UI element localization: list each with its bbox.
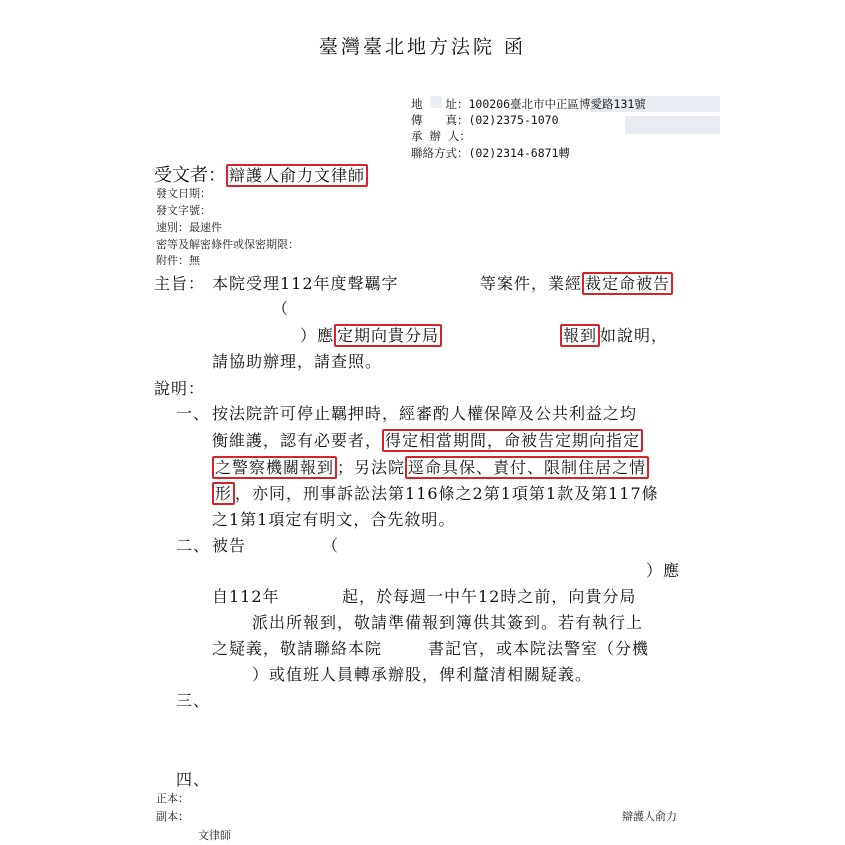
item-two-line3a: 自112年 xyxy=(212,587,280,606)
recipient-line xyxy=(154,161,368,187)
subject-line3: 請協助辦理，請查照。 xyxy=(212,352,383,371)
subject-part1: 本院受理112年度聲羈字 xyxy=(212,274,399,293)
subject-text: ）應 xyxy=(300,326,335,345)
issue-number: 發文字號： xyxy=(156,204,211,217)
subject-text: 如說明， xyxy=(600,326,669,345)
explain-label: 說明： xyxy=(154,379,206,398)
copy-recipient: 辯護人俞力 xyxy=(622,810,677,823)
item-two-line2: ）應 xyxy=(646,561,681,580)
issue-date: 發文日期： xyxy=(156,187,211,200)
secrecy-field: 密等及解密條件或保密期限： xyxy=(156,238,299,251)
item-text: ，亦同，刑事訴訟法第116條之2第1項第1款及第117條 xyxy=(235,484,659,503)
item-two-paren: （ xyxy=(322,536,340,555)
original-copy-label: 正本： xyxy=(156,792,189,805)
subject-label: 主旨： xyxy=(154,274,206,293)
subject-highlight-report: 報到 xyxy=(560,324,600,347)
item-one-line1: 按法院許可停止羈押時，經審酌人權保障及公共利益之均 xyxy=(212,404,638,423)
subject-paren: （ xyxy=(272,299,290,318)
item-one-line2 xyxy=(212,428,643,451)
subject-line2 xyxy=(300,323,442,346)
address-line: 地 址：100206臺北市中正區博愛路131號 xyxy=(411,97,646,111)
item-text: 衡維護，認有必要者， xyxy=(212,431,383,450)
handler-line: 承 辦 人： xyxy=(411,129,471,143)
copy-recipient-continued: 文律師 xyxy=(198,829,231,842)
contact-line: 聯絡方式：(02)2314-6871轉 xyxy=(411,146,571,160)
attachment-field: 附件：無 xyxy=(156,254,200,267)
item-one-number: 一、 xyxy=(176,404,211,423)
item-two-line4: 派出所報到，敬請準備報到簿供其簽到。若有執行上 xyxy=(252,613,644,632)
subject-highlight-order: 裁定命被告 xyxy=(582,272,673,295)
subject-text: 等案件，業經 xyxy=(480,274,583,293)
subject-part2 xyxy=(480,271,673,294)
subject-highlight-report-place: 定期向貴分局 xyxy=(334,324,442,347)
item-two-line1: 被告 xyxy=(212,536,247,555)
item-one-line4 xyxy=(212,481,659,504)
item-text: ；另法院 xyxy=(337,458,406,477)
redaction-blur xyxy=(625,116,720,134)
item-two-line3b: 起，於每週一中午12時之前，向貴分局 xyxy=(342,587,637,606)
speed-field: 速別：最速件 xyxy=(156,221,222,234)
item-one-highlight-period: 得定相當期間，命被告定期向指定 xyxy=(382,429,643,452)
recipient-name: 辯護人俞力文律師 xyxy=(226,164,368,187)
item-three-number: 三、 xyxy=(176,691,211,710)
item-two-line6: ）或值班人員轉承辦股，俾利釐清相關疑義。 xyxy=(252,665,593,684)
item-one-line5: 之1第1項定有明文，合先敘明。 xyxy=(212,510,456,529)
item-two-line5b: 書記官，或本院法警室（分機 xyxy=(428,639,650,658)
item-two-number: 二、 xyxy=(176,536,211,555)
item-two-line5a: 之疑義，敬請聯絡本院 xyxy=(212,639,383,658)
item-one-highlight-police: 之警察機關報到 xyxy=(212,456,337,479)
item-one-line3 xyxy=(212,455,649,478)
item-one-highlight-bail: 逕命具保、責付、限制住居之情 xyxy=(405,456,649,479)
document-title: 臺灣臺北地方法院 函 xyxy=(318,36,527,58)
item-four-number: 四、 xyxy=(176,770,211,789)
subject-line2-right xyxy=(560,323,668,346)
item-one-highlight-situation: 形 xyxy=(212,482,235,505)
recipient-label: 受文者： xyxy=(154,165,226,186)
fax-line: 傳 真：(02)2375-1070 xyxy=(411,113,559,127)
duplicate-copy-label: 副本： xyxy=(156,810,189,823)
